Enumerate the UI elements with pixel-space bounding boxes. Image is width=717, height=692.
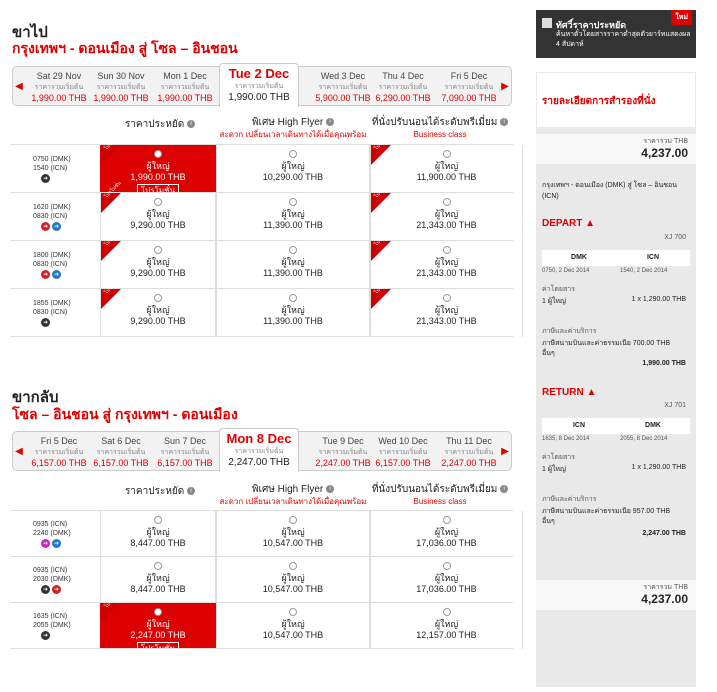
fare-cell[interactable]: ผู้ใหญ่ 8,447.00 THB [100, 557, 216, 603]
fare-cell[interactable]: ผู้ใหญ่ 10,547.00 THB [216, 603, 370, 649]
depart-date-6[interactable]: Fri 5 Dec ราคารวมเริ่มต้น 7,090.00 THB [441, 71, 497, 103]
fare-cell[interactable]: โปรโมชั่น ผู้ใหญ่ 21,343.00 THB [370, 289, 523, 337]
fare-radio[interactable] [289, 246, 297, 254]
fare-cell[interactable]: โปรโมชั่น ผู้ใหญ่ 9,290.00 THB [100, 193, 216, 241]
col-header-business: ที่นั่งปรับนอนได้ระดับพรีเมี่ยม i Business class [370, 117, 510, 141]
depart-date-3[interactable]: Tue 2 Dec ราคารวมเริ่มต้น 1,990.00 THB [219, 63, 299, 107]
low-fare-finder-box[interactable]: ทัศวิ์ราคาประหยัด ค้นหาตั๋วโดยสารราคาต่ำสุดตัวยาร์ทแสดงผล 4 สัปดาห์ ใหม่ [536, 10, 696, 58]
fare-cell[interactable]: โปรโมชั่น ผู้ใหญ่ 2,247.00 THB โปรโมชั่น [100, 603, 216, 649]
summary-total-bottom: 4,237.00 [641, 592, 688, 606]
return-title: ขากลับ [12, 389, 59, 406]
depart-date-5[interactable]: Thu 4 Dec ราคารวมเริ่มต้น 6,290.00 THB [375, 71, 431, 103]
airline-logo-icon: ➜ [42, 272, 49, 278]
flight-row: 1855 (DMK) 0830 (ICN) ➜ โปรโมชั่น ผู้ใหญ่ 9,290.00 THB ผู้ใหญ่ 11,390.00 THB โปรโมชั่น ผู้ใหญ่ 21,343.00 THB [10, 288, 513, 336]
fare-cell[interactable]: ผู้ใหญ่ 17,036.00 THB [370, 511, 523, 557]
depart-date-bar [12, 66, 512, 106]
airline-logo-icon: ➜ [53, 587, 60, 593]
airline-logo-icon: ➜ [53, 224, 60, 230]
fare-radio[interactable] [154, 150, 162, 158]
fare-cell[interactable]: ผู้ใหญ่ 11,390.00 THB [216, 241, 370, 289]
airline-logo-icon: ➜ [42, 587, 49, 593]
calendar-icon [542, 18, 552, 28]
col-header-highflyer: พิเศษ High Flyer i สะดวก เปลี่ยนเวลาเดินทางได้เมื่อคุณพร้อม [219, 484, 367, 506]
fare-cell[interactable]: โปรโมชั่น ผู้ใหญ่ 9,290.00 THB [100, 289, 216, 337]
fare-radio[interactable] [289, 150, 297, 158]
flight-row: 0935 (ICN) 2240 (DMK) ➜ ➜ ผู้ใหญ่ 8,447.00 THB ผู้ใหญ่ 10,547.00 THB ผู้ใหญ่ 17,036.00 THB [10, 510, 513, 556]
info-icon[interactable]: i [326, 118, 334, 126]
depart-date-1[interactable]: Sun 30 Nov ราคารวมเริ่มต้น 1,990.00 THB [93, 71, 149, 103]
depart-next-arrow[interactable]: ▶ [501, 80, 509, 92]
depart-date-2[interactable]: Mon 1 Dec ราคารวมเริ่มต้น 1,990.00 THB [157, 71, 213, 103]
airline-logo-icon: ➜ [42, 541, 49, 547]
ret-date-1[interactable]: Sat 6 Dec ราคารวมเริ่มต้น 6,157.00 THB [93, 436, 149, 468]
info-icon[interactable]: i [187, 487, 195, 495]
airline-logo-icon: ➜ [53, 272, 60, 278]
airline-logo-icon: ➜ [53, 541, 60, 547]
fare-cell[interactable]: ผู้ใหญ่ 8,447.00 THB [100, 511, 216, 557]
fare-radio[interactable] [154, 294, 162, 302]
flight-row: 1635 (ICN) 2055 (DMK) ➜ โปรโมชั่น ผู้ใหญ่ 2,247.00 THB โปรโมชั่น ผู้ใหญ่ 10,547.00 THB ผู้ใหญ่ 12,157.00 THB [10, 602, 513, 648]
info-icon[interactable]: i [500, 118, 508, 126]
fare-cell[interactable]: โปรโมชั่น ผู้ใหญ่ 21,343.00 THB [370, 241, 523, 289]
fare-radio[interactable] [289, 608, 297, 616]
fare-radio[interactable] [443, 246, 451, 254]
col-header-economy: ราคาประหยัด i [120, 119, 200, 131]
airline-logo-icon: ➜ [42, 320, 49, 326]
fare-cell[interactable]: ผู้ใหญ่ 12,157.00 THB [370, 603, 523, 649]
ret-date-4[interactable]: Tue 9 Dec ราคารวมเริ่มต้น 2,247.00 THB [315, 436, 371, 468]
return-prev-arrow[interactable]: ◀ [15, 445, 23, 457]
info-icon[interactable]: i [500, 485, 508, 493]
flight-row: 0750 (DMK) 1540 (ICN) ➜ โปรโมชั่น ผู้ใหญ่ 1,990.00 THB โปรโมชั่น ผู้ใหญ่ 10,290.00 THB โปรโมชั่น ผู้ใหญ่ 11,900.00 THB [10, 144, 513, 192]
return-next-arrow[interactable]: ▶ [501, 445, 509, 457]
fare-radio[interactable] [289, 562, 297, 570]
col-header-business: ที่นั่งปรับนอนได้ระดับพรีเมี่ยม i Business class [370, 484, 510, 508]
flight-row: 0935 (ICN) 2030 (DMK) ➜ ➜ ผู้ใหญ่ 8,447.00 THB ผู้ใหญ่ 10,547.00 THB ผู้ใหญ่ 17,036.00 THB [10, 556, 513, 602]
fare-cell[interactable]: โปรโมชั่น ผู้ใหญ่ 9,290.00 THB [100, 241, 216, 289]
chevron-up-icon: ▲ [585, 218, 596, 229]
summary-heading: รายละเอียดการสำรองที่นั่ง [542, 96, 656, 107]
info-icon[interactable]: i [326, 485, 334, 493]
ret-date-5[interactable]: Wed 10 Dec ราคารวมเริ่มต้น 6,157.00 THB [375, 436, 431, 468]
promo-label: โปรโมชั่น [137, 642, 179, 655]
fare-cell[interactable]: ผู้ใหญ่ 10,547.00 THB [216, 557, 370, 603]
info-icon[interactable]: i [187, 120, 195, 128]
fare-cell[interactable]: ผู้ใหญ่ 10,290.00 THB [216, 145, 370, 193]
fare-radio[interactable] [289, 294, 297, 302]
col-header-highflyer: พิเศษ High Flyer i สะดวก เปลี่ยนเวลาเดินทางได้เมื่อคุณพร้อม [219, 117, 367, 139]
fare-cell[interactable]: ผู้ใหญ่ 11,390.00 THB [216, 193, 370, 241]
airline-logo-icon: ➜ [42, 224, 49, 230]
ret-date-3[interactable]: Mon 8 Dec ราคารวมเริ่มต้น 2,247.00 THB [219, 428, 299, 472]
chevron-up-icon: ▲ [586, 387, 597, 398]
fare-radio[interactable] [443, 294, 451, 302]
flight-row: 1620 (DMK) 0830 (ICN) ➜ ➜ โปรโมชั่น ผู้ใหญ่ 9,290.00 THB ผู้ใหญ่ 11,390.00 THB โปรโมชั่น ผู้ใหญ่ 21,343.00 THB [10, 192, 513, 240]
fare-radio[interactable] [443, 150, 451, 158]
depart-title: ขาไป [12, 24, 48, 41]
depart-prev-arrow[interactable]: ◀ [15, 80, 23, 92]
col-header-economy: ราคาประหยัด i [120, 486, 200, 498]
fare-radio[interactable] [154, 562, 162, 570]
flight-row: 1800 (DMK) 0830 (ICN) ➜ ➜ โปรโมชั่น ผู้ใหญ่ 9,290.00 THB ผู้ใหญ่ 11,390.00 THB โปรโมชั่น ผู้ใหญ่ 21,343.00 THB [10, 240, 513, 288]
depart-toggle[interactable]: DEPART ▲ [542, 218, 596, 229]
fare-cell[interactable]: ผู้ใหญ่ 10,547.00 THB [216, 511, 370, 557]
airline-logo-icon: ➜ [42, 176, 49, 182]
summary-total: 4,237.00 [641, 146, 688, 160]
ret-date-2[interactable]: Sun 7 Dec ราคารวมเริ่มต้น 6,157.00 THB [157, 436, 213, 468]
fare-radio[interactable] [289, 198, 297, 206]
fare-radio[interactable] [154, 198, 162, 206]
airline-logo-icon: ➜ [42, 633, 49, 639]
depart-date-0[interactable]: Sat 29 Nov ราคารวมเริ่มต้น 1,990.00 THB [31, 71, 87, 103]
fare-cell[interactable]: โปรโมชั่น ผู้ใหญ่ 1,990.00 THB โปรโมชั่น [100, 145, 216, 193]
row-divider [10, 648, 513, 649]
fare-cell[interactable]: โปรโมชั่น ผู้ใหญ่ 21,343.00 THB [370, 193, 523, 241]
fare-radio[interactable] [289, 516, 297, 524]
fare-radio[interactable] [443, 516, 451, 524]
fare-radio[interactable] [154, 516, 162, 524]
fare-radio[interactable] [443, 608, 451, 616]
row-divider [10, 336, 513, 337]
fare-cell[interactable]: ผู้ใหญ่ 11,390.00 THB [216, 289, 370, 337]
return-toggle[interactable]: RETURN ▲ [542, 387, 597, 398]
fare-radio[interactable] [443, 198, 451, 206]
depart-route: กรุงเทพฯ - ดอนเมือง สู่ โซล – อินชอน [12, 40, 238, 56]
fare-radio[interactable] [443, 562, 451, 570]
fare-cell[interactable]: โปรโมชั่น ผู้ใหญ่ 11,900.00 THB [370, 145, 523, 193]
ret-date-0[interactable]: Fri 5 Dec ราคารวมเริ่มต้น 6,157.00 THB [31, 436, 87, 468]
new-badge: ใหม่ [671, 10, 692, 25]
ret-date-6[interactable]: Thu 11 Dec ราคารวมเริ่มต้น 2,247.00 THB [441, 436, 497, 468]
booking-summary-panel: รายละเอียดการสำรองที่นั่ง ราคารวม THB 4,237.00 กรุงเทพฯ - ดอนเมือง (DMK) สู่ โซล – อินชอน (ICN) DEPART ▲ XJ 700 DMK ICN 0750, 2 Dec 2014 1540, 2 Dec 2014 ค่าโดยสาร 1 ผู้ใหญ่ 1 x 1,290.00 THB ภาษีและค่าบริการ ภาษีสนามบินและค่าธรรมเนีย 700.00 THB อื่นๆ 1,990.00 THB RETURN ▲ XJ 701 ICN DMK 1635, 8 Dec 2014 2055, 8 Dec 2014 ค่าโดยสาร 1 ผู้ใหญ่ 1 x 1,290.00 THB ภาษีและค่าบริการ ภาษีสนามบินและค่าธรรมเนีย 957.00 THB อื่นๆ 2,247.00 THB ราคารวม THB 4,237.00 [536, 72, 696, 687]
fare-cell[interactable]: ผู้ใหญ่ 17,036.00 THB [370, 557, 523, 603]
fare-radio[interactable] [154, 608, 162, 616]
depart-date-4[interactable]: Wed 3 Dec ราคารวมเริ่มต้น 5,900.00 THB [315, 71, 371, 103]
promo-label: โปรโมชั่น [137, 184, 179, 197]
fare-radio[interactable] [154, 246, 162, 254]
return-date-bar [12, 431, 512, 471]
return-route: โซล – อินชอน สู่ กรุงเทพฯ - ดอนเมือง [12, 406, 238, 422]
